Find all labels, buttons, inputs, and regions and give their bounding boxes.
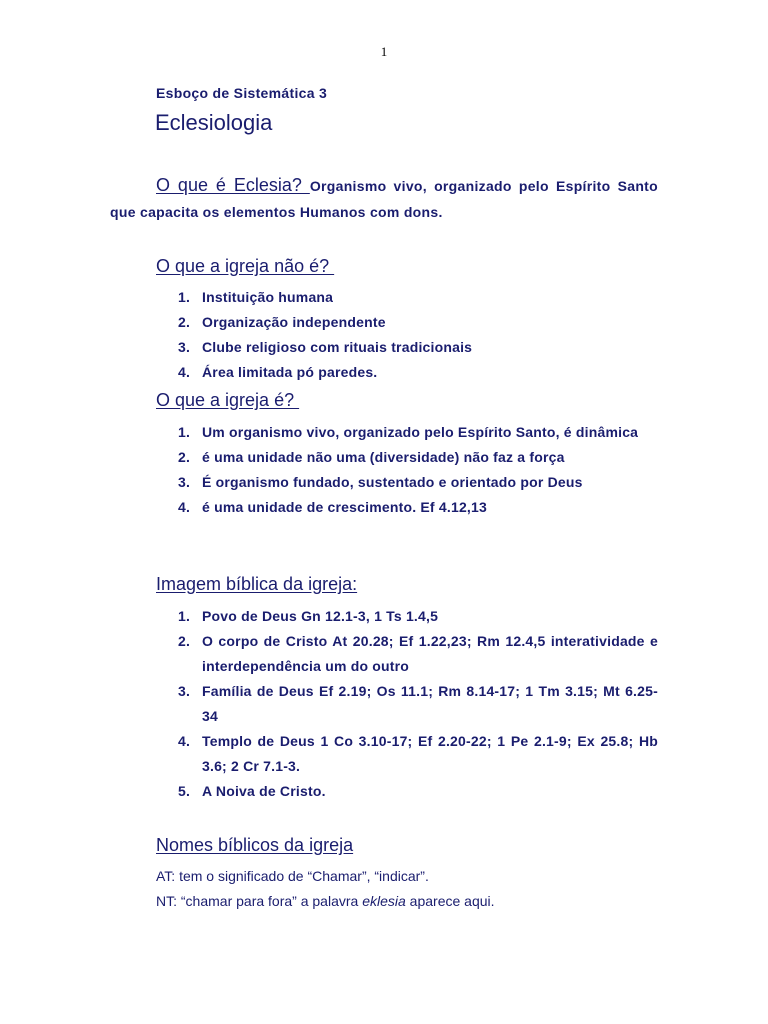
list-images	[178, 604, 658, 804]
eclesia-definition	[110, 172, 658, 225]
section-heading-not: O que a igreja não é?	[156, 256, 335, 276]
list-item: 4. Templo de Deus 1 Co 3.10-17; Ef 2.20-22; 1 Pe 2.1-9; Ex 25.8; Hb 3.6; 2 Cr 7.1-3.	[178, 733, 658, 774]
nt-line: NT: “chamar para fora” a palavra eklesia aparece aqui.	[156, 893, 495, 909]
list-item: 2. é uma unidade não uma (diversidade) não faz a força	[178, 449, 565, 465]
list-item: 2. Organização independente	[178, 314, 386, 330]
list-item: 2. O corpo de Cristo At 20.28; Ef 1.22,23; Rm 12.4,5 interatividade e interdependência um do outro	[178, 633, 658, 674]
list-is	[178, 420, 658, 520]
list-item: 3. Família de Deus Ef 2.19; Os 11.1; Rm 8.14-17; 1 Tm 3.15; Mt 6.25-34	[178, 683, 658, 724]
list-item: 4. é uma unidade de crescimento. Ef 4.12,13	[178, 499, 487, 515]
eclesia-heading: O que é Eclesia?	[156, 175, 310, 195]
document-title: Eclesiologia	[155, 110, 273, 135]
eklesia-term: eklesia	[362, 893, 406, 909]
eclesia-text: Organismo vivo, organizado pelo Espírito Santo que capacita os elementos Humanos com dons.	[110, 178, 658, 220]
list-not	[178, 285, 658, 385]
at-line: AT: tem o significado de “Chamar”, “indicar”.	[156, 868, 429, 884]
section-heading-is: O que a igreja é?	[156, 390, 300, 410]
section-heading-names: Nomes bíblicos da igreja	[156, 835, 354, 855]
list-item: 3. Clube religioso com rituais tradicionais	[178, 339, 473, 355]
list-item: 1. Instituição humana	[178, 289, 334, 305]
list-item: 4. Área limitada pó paredes.	[178, 364, 378, 380]
page-number: 1	[380, 44, 388, 59]
list-item: 5. A Noiva de Cristo.	[178, 783, 326, 799]
section-heading-images: Imagem bíblica da igreja:	[156, 574, 358, 594]
course-title: Esboço de Sistemática 3	[156, 85, 328, 101]
list-item: 1. Povo de Deus Gn 12.1-3, 1 Ts 1.4,5	[178, 608, 439, 624]
list-item: 1. Um organismo vivo, organizado pelo Espírito Santo, é dinâmica	[178, 424, 639, 440]
list-item: 3. É organismo fundado, sustentado e orientado por Deus	[178, 474, 583, 490]
